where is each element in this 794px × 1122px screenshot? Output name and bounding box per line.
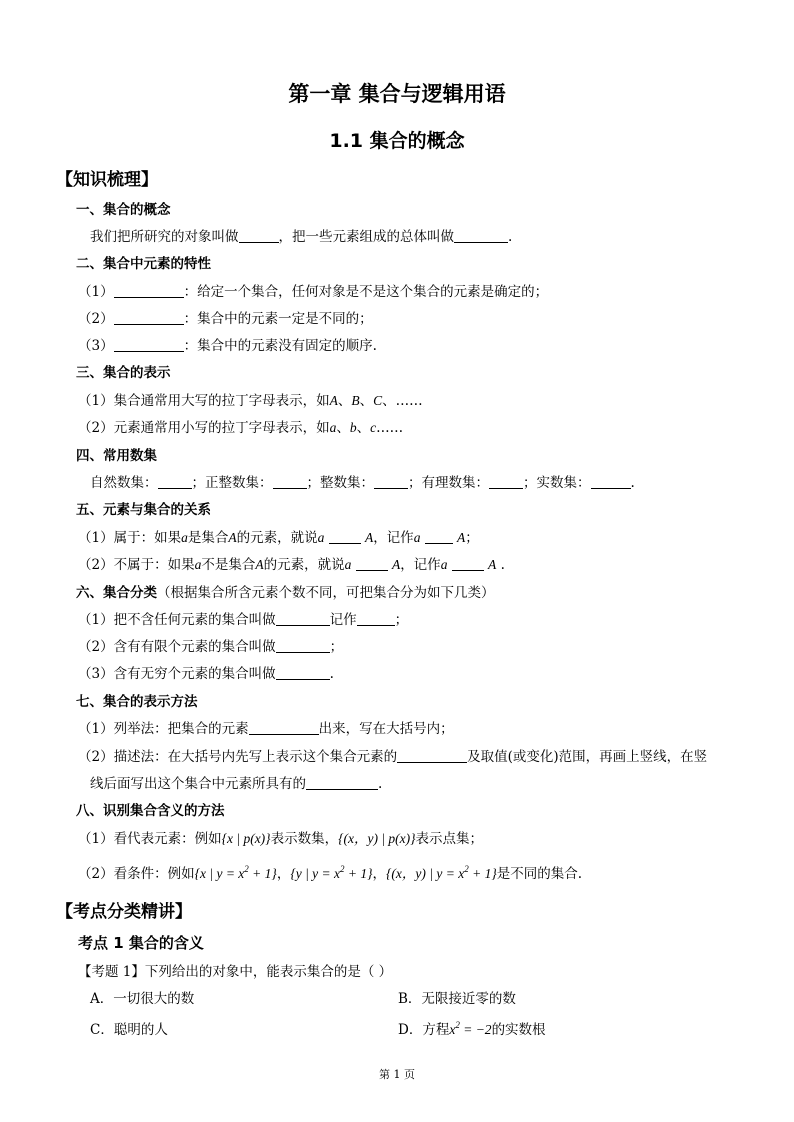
q1-option-c: C．聪明的人 xyxy=(90,1022,168,1038)
s2-item-1: （1） ：给定一个集合，任何对象是不是这个集合的元素是确定的； xyxy=(78,284,549,300)
page-number: 第 1 页 xyxy=(379,1068,415,1081)
chapter-title: 第一章 集合与逻辑用语 xyxy=(288,82,506,106)
s3-title: 三、集合的表示 xyxy=(76,365,171,381)
s2-title: 二、集合中元素的特性 xyxy=(76,256,211,272)
q1-stem: 【考题 1】下列给出的对象中，能表示集合的是（ ） xyxy=(78,964,393,980)
math-set: {(x，y) | $y = x^2 + 1$} xyxy=(386,864,497,881)
blank xyxy=(452,556,484,571)
s7-item-2-cont: 线后面写出这个集合中元素所具有的 . xyxy=(90,776,383,792)
blank xyxy=(357,611,395,626)
s6-item-2: （2）含有有限个元素的集合叫做 ； xyxy=(78,639,344,655)
blank xyxy=(158,474,192,489)
s8-item-2: （2）看条件：例如{x | $y = x^2 + 1$}，{y | $y = x^2 + 1$}，{(x，y) | $y = x^2 + 1$}是不同的集合. xyxy=(78,864,583,882)
blank xyxy=(329,529,361,544)
s4-title: 四、常用数集 xyxy=(76,448,157,464)
math-set: {x | p(x)} xyxy=(221,831,271,846)
s3-item-1: （1）集合通常用大写的拉丁字母表示，如A、B、C、…… xyxy=(78,393,423,409)
math-set: {(x，y) | p(x)} xyxy=(338,831,416,846)
s2-item-3: （3） ：集合中的元素没有固定的顺序. xyxy=(78,338,377,354)
s2-item-2: （2） ：集合中的元素一定是不同的； xyxy=(78,311,373,327)
s4-number-sets: 自然数集： ；正整数集： ；整数集： ；有理数集： ；实数集： . xyxy=(90,475,635,491)
blank xyxy=(249,720,319,735)
section-title: 1.1 集合的概念 xyxy=(329,130,465,152)
blank xyxy=(454,228,508,243)
s6-item-1: （1）把不含任何元素的集合叫做 记作 ； xyxy=(78,612,409,628)
knowledge-header: 【知识梳理】 xyxy=(56,170,158,190)
s1-title: 一、集合的概念 xyxy=(76,202,171,218)
blank xyxy=(114,337,184,352)
blank xyxy=(239,228,279,243)
s5-item-1: （1）属于：如果a是集合A的元素，就说a A，记作a A； xyxy=(78,530,479,546)
blank xyxy=(306,775,378,790)
q1-option-d: D．方程$x^2 = -2$的实数根 xyxy=(398,1020,546,1038)
blank xyxy=(114,283,184,298)
s6-item-3: （3）含有无穷个元素的集合叫做 . xyxy=(78,666,334,682)
blank xyxy=(489,474,523,489)
q1-option-b: B．无限接近零的数 xyxy=(398,991,516,1007)
s8-title: 八、识别集合含义的方法 xyxy=(76,803,225,819)
blank xyxy=(425,529,453,544)
s1-paragraph: 我们把所研究的对象叫做 ，把一些元素组成的总体叫做 . xyxy=(90,229,513,245)
kd1-title: 考点 1 集合的含义 xyxy=(78,934,204,952)
math-equation: $x^2 = -2$ xyxy=(449,1020,492,1037)
blank xyxy=(114,310,184,325)
blank xyxy=(374,474,408,489)
s5-item-2: （2）不属于：如果a不是集合A的元素，就说a A，记作a A . xyxy=(78,557,505,573)
s3-item-2: （2）元素通常用小写的拉丁字母表示，如a、b、c…… xyxy=(78,420,404,436)
q1-option-a: A．一切很大的数 xyxy=(90,991,195,1007)
s7-item-1: （1）列举法：把集合的元素 出来，写在大括号内； xyxy=(78,721,454,737)
blank xyxy=(276,611,330,626)
blank xyxy=(276,665,330,680)
blank xyxy=(273,474,307,489)
s7-item-2: （2）描述法：在大括号内先写上表示这个集合元素的 及取值(或变化)范围，再画上竖线，在竖 xyxy=(78,749,708,765)
s7-title: 七、集合的表示方法 xyxy=(76,694,198,710)
blank xyxy=(356,556,388,571)
s5-title: 五、元素与集合的关系 xyxy=(76,502,211,518)
s6-title: 六、集合分类（根据集合所含元素个数不同，可把集合分为如下几类） xyxy=(76,585,495,601)
math-set: {y | $y = x^2 + 1$} xyxy=(290,864,373,881)
s8-item-1: （1）看代表元素：例如{x | p(x)}表示数集，{(x，y) | p(x)}表示点集； xyxy=(78,831,484,847)
blank xyxy=(276,638,330,653)
exam-header: 【考点分类精讲】 xyxy=(56,902,192,922)
math-set: {x | $y = x^2 + 1$} xyxy=(194,864,277,881)
blank xyxy=(591,474,631,489)
blank xyxy=(397,748,467,763)
